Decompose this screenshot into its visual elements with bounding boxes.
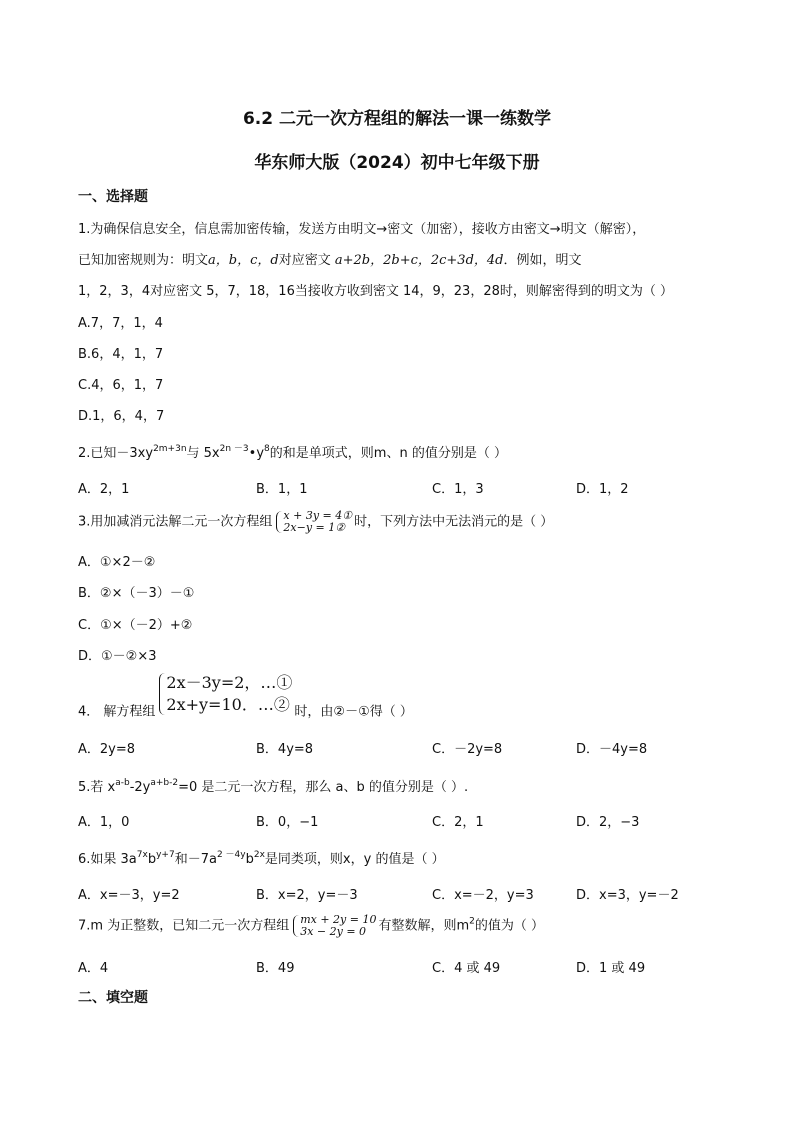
exponent: a+b-2 — [150, 778, 179, 788]
question-3-text: 时，下列方法中无法消元的是（ ） — [354, 514, 554, 530]
equation-system — [274, 510, 352, 534]
exponent: y+7 — [156, 850, 175, 860]
question-2-options — [78, 478, 718, 496]
question-1-plain-vars: a，b，c，d — [208, 253, 279, 268]
question-6-option-d: D．x=3，y=－2 — [576, 888, 679, 903]
question-2-text: 与 5x — [186, 446, 220, 461]
equation-2: 3x − 2y = 0 — [300, 925, 367, 938]
exponent: a-b — [115, 778, 130, 788]
question-5-text: 5.若 x — [78, 780, 116, 795]
question-6-option-a: A．x=－3，y=2 — [78, 888, 180, 903]
equation-system — [157, 672, 292, 716]
question-1-line-3: 1，2，3，4对应密文 5，7，18，16当接收方收到密文 14，9，23，28时，则解密得到的明文为（ ） — [78, 284, 674, 299]
question-5-option-d: D．2，−3 — [576, 815, 640, 830]
exponent: 8 — [264, 444, 270, 454]
question-1-option-b: B.6，4，1，7 — [78, 347, 164, 362]
question-6-option-c: C．x=－2，y=3 — [432, 888, 534, 903]
question-2-stem — [78, 442, 507, 461]
question-3-option-b: B．②×（－3）－① — [78, 586, 195, 601]
question-4-option-b: B．4y=8 — [256, 742, 314, 757]
question-4-text: 4． 解方程组 — [78, 704, 156, 720]
question-7-option-b: B．49 — [256, 961, 295, 976]
question-3-stem — [78, 510, 553, 534]
question-6-text: 6.如果 3a — [78, 852, 137, 867]
question-7-text: 7.m 为正整数，已知二元一次方程组 — [78, 918, 290, 934]
equation-system — [291, 914, 376, 938]
exponent: 2 －4y — [216, 850, 246, 860]
equation-1: mx + 2y = 10 — [300, 913, 377, 926]
question-5-stem — [78, 776, 468, 795]
equation-2: 2x−y = 1② — [283, 521, 346, 534]
question-1-text: ．例如，明文 — [503, 253, 582, 268]
exponent: 2m+3n — [153, 444, 187, 454]
question-4-stem — [78, 672, 413, 720]
document-title: 6.2 二元一次方程组的解法一课一练数学 — [242, 109, 552, 129]
question-1-cipher-exprs: a+2b，2b+c，2c+3d，4d — [334, 253, 504, 268]
equation-1: x + 3y = 4① — [283, 509, 353, 522]
question-6-text: 和－7a — [174, 852, 217, 867]
question-5-option-b: B．0，−1 — [256, 815, 319, 830]
question-6-text: b — [245, 852, 254, 867]
equation-2: 2x+y=10．…② — [166, 695, 290, 714]
question-5-option-a: A．1，0 — [78, 815, 130, 830]
question-4-text: 时，由②－①得（ ） — [294, 704, 413, 720]
question-1-text: 已知加密规则为：明文 — [78, 253, 209, 268]
question-4-option-d: D．－4y=8 — [576, 742, 648, 757]
section-heading-fill: 二、填空题 — [78, 990, 148, 1006]
question-1-option-d: D.1，6，4，7 — [78, 409, 165, 424]
question-1-text: 对应密文 — [278, 253, 331, 268]
document-subtitle: 华东师大版（2024）初中七年级下册 — [254, 153, 540, 173]
question-7-text: 有整数解，则m — [378, 918, 470, 934]
question-2-option-d: D．1，2 — [576, 482, 629, 497]
question-4-option-c: C．－2y=8 — [432, 742, 503, 757]
question-3-option-c: C．①×（－2）+② — [78, 618, 193, 633]
exponent: 7x — [136, 850, 148, 860]
question-7-text: 的值为（ ） — [474, 918, 545, 934]
equation-1: 2x－3y=2，…① — [166, 673, 293, 692]
question-5-option-c: C．2，1 — [432, 815, 484, 830]
question-7-options — [78, 957, 718, 975]
question-6-text: b — [147, 852, 157, 867]
question-3-text: 3.用加减消元法解二元一次方程组 — [78, 514, 273, 530]
question-3-option-a: A．①×2－② — [78, 555, 156, 570]
question-6-option-b: B．x=2，y=－3 — [256, 888, 358, 903]
question-2-option-a: A．2，1 — [78, 482, 130, 497]
section-heading-choice: 一、选择题 — [78, 189, 148, 205]
question-2-option-b: B．1，1 — [256, 482, 308, 497]
exponent: 2n －3 — [219, 444, 249, 454]
question-7-stem — [78, 914, 544, 938]
question-5-options — [78, 811, 718, 829]
question-6-options — [78, 884, 718, 902]
question-6-text: 是同类项，则x，y 的值是（ ） — [264, 852, 445, 867]
question-7-option-c: C．4 或 49 — [432, 961, 501, 976]
question-5-text: -2y — [129, 780, 151, 795]
question-1-line-2 — [78, 249, 582, 268]
question-6-stem — [78, 848, 445, 867]
exponent: 2 — [469, 916, 475, 927]
question-5-text: =0 是二元一次方程，那么 a、b 的值分别是（ ）. — [178, 780, 469, 795]
question-2-text: •y — [248, 446, 265, 461]
question-1-line-1: 1.为确保信息安全，信息需加密传输，发送方由明文→密文（加密），接收方由密文→明文（解密）， — [78, 222, 646, 237]
question-1-option-a: A.7，7，1，4 — [78, 316, 163, 331]
question-4-options — [78, 738, 718, 756]
question-2-text: 的和是单项式，则m、n 的值分别是（ ） — [269, 446, 507, 461]
question-7-option-d: D．1 或 49 — [576, 961, 646, 976]
question-2-option-c: C．1，3 — [432, 482, 484, 497]
question-3-option-d: D．①－②×3 — [78, 649, 157, 664]
exponent: 2x — [253, 850, 265, 860]
question-4-option-a: A．2y=8 — [78, 742, 136, 757]
question-7-option-a: A．4 — [78, 961, 109, 976]
question-2-text: 2.已知－3xy — [78, 446, 154, 461]
question-1-option-c: C.4，6，1，7 — [78, 378, 164, 393]
